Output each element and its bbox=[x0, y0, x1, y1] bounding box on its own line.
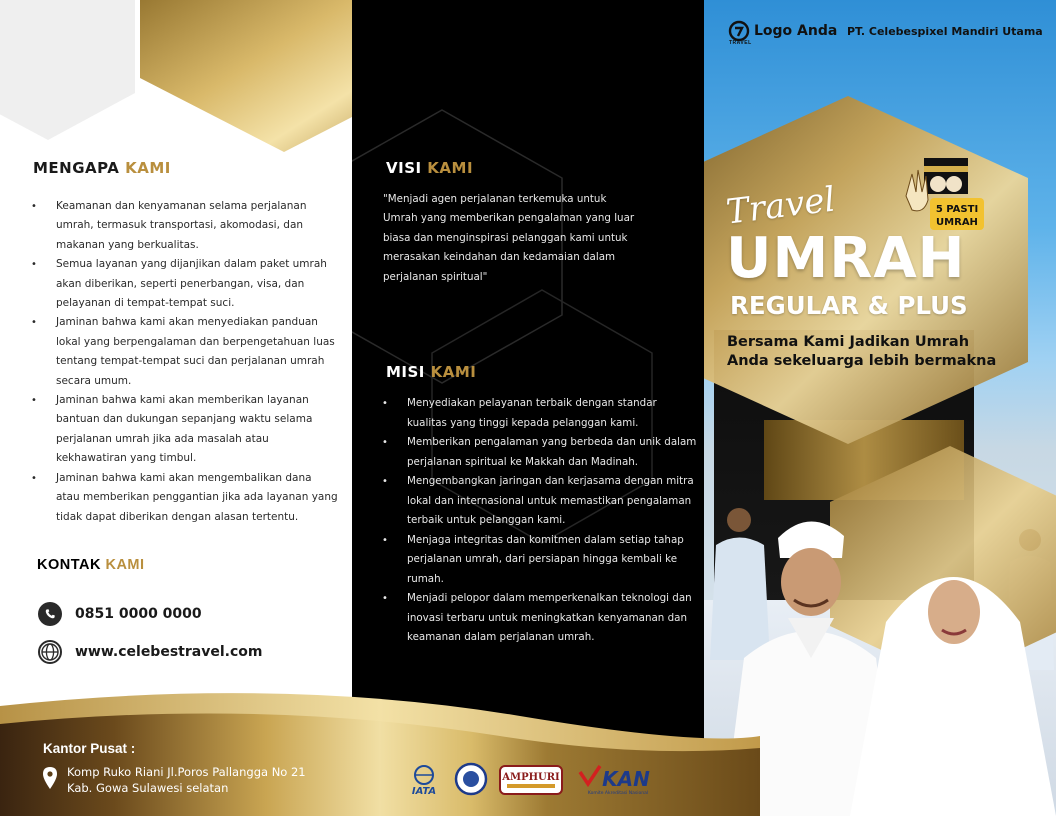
misi-kami-heading: MISI KAMI bbox=[386, 363, 477, 381]
location-pin-icon bbox=[43, 767, 57, 789]
list-item: • Semua layanan yang dijanjikan dalam paket umrah akan diberikan, seperti penerbangan, visa, dan pelayanan di tempat-tempat suci. bbox=[28, 255, 338, 313]
list-item: • Jaminan bahwa kami akan memberikan layanan bantuan dan dukungan sepanjang waktu selama perjalanan umrah jika ada masalah atau kekhawatiran yang timbul. bbox=[28, 391, 338, 469]
list-item: • Menjadi pelopor dalam memperkenalkan teknologi dan inovasi terbaru untuk meningkatkan kenyamanan dan keamanan dalam perjalanan umrah. bbox=[379, 589, 699, 648]
amphuri-text: AMPHURI bbox=[502, 772, 560, 783]
umrah-title: UMRAH bbox=[726, 226, 966, 291]
kan-logo bbox=[578, 764, 658, 796]
phone-contact[interactable] bbox=[38, 602, 202, 626]
logo-text: Logo Anda bbox=[754, 23, 838, 39]
mengapa-list bbox=[28, 197, 338, 527]
iata-text: IATA bbox=[411, 786, 437, 796]
mengapa-kami-heading: MENGAPA KAMI bbox=[33, 159, 171, 177]
travel-script-title: Travel bbox=[723, 179, 838, 233]
list-item: • Mengembangkan jaringan dan kerjasama dengan mitra lokal dan internasional untuk memastikan pengalaman terbaik untuk pelanggan kami. bbox=[379, 472, 699, 531]
phone-number: 0851 0000 0000 bbox=[75, 606, 202, 622]
badge-bottom-text: UMRAH bbox=[936, 217, 978, 228]
list-item: • Jaminan bahwa kami akan mengembalikan dana atau memberikan penggantian jika ada layanan yang tidak dapat diberikan dengan alasan tertentu. bbox=[28, 469, 338, 527]
tagline-line-1: Bersama Kami Jadikan Umrah bbox=[727, 334, 970, 350]
association-seal-logo bbox=[452, 762, 490, 796]
list-item: • Menjaga integritas dan komitmen dalam setiap tahap perjalanan umrah, dari persiapan hingga kembali ke rumah. bbox=[379, 531, 699, 590]
misi-list bbox=[379, 394, 699, 648]
badge-top-text: 5 PASTI bbox=[935, 204, 979, 215]
gold-hexagon-decoration bbox=[140, 0, 352, 152]
whatsapp-icon bbox=[38, 602, 62, 626]
kan-subtitle: Komite Akreditasi Nasional bbox=[587, 791, 649, 796]
travel-logo-icon bbox=[728, 20, 750, 42]
tagline-line-2: Anda sekeluarga lebih bermakna bbox=[727, 353, 997, 369]
list-item: • Jaminan bahwa kami akan menyediakan panduan lokal yang berpengalaman dan berpengetahuan luas tentang tempat-tempat suci dan perjalanan umrah secara umum. bbox=[28, 313, 338, 391]
address-line-2: Kab. Gowa Sulawesi selatan bbox=[67, 780, 229, 795]
kan-text: KAN bbox=[602, 767, 650, 791]
tagline bbox=[727, 333, 1027, 371]
company-name: PT. Celebespixel Mandiri Utama bbox=[847, 25, 1043, 38]
grey-hexagon-decoration bbox=[0, 0, 135, 140]
address-line-1: Komp Ruko Riani Jl.Poros Pallangga No 21 bbox=[67, 765, 306, 779]
kantor-pusat-label: Kantor Pusat : bbox=[43, 741, 136, 756]
office-address bbox=[67, 765, 306, 796]
list-item: • Memberikan pengalaman yang berbeda dan unik dalam perjalanan spiritual ke Makkah dan Madinah. bbox=[379, 433, 699, 472]
5-pasti-umrah-badge bbox=[904, 156, 986, 234]
logo-subtitle: TRAVEL bbox=[729, 40, 752, 46]
globe-icon bbox=[38, 640, 62, 664]
amphuri-logo bbox=[499, 765, 563, 795]
list-item: • Keamanan dan kenyamanan selama perjalanan umrah, termasuk transportasi, akomodasi, dan makanan yang berkualitas. bbox=[28, 197, 338, 255]
company-logo[interactable] bbox=[728, 20, 837, 42]
website-contact[interactable] bbox=[38, 640, 262, 664]
list-item: • Menyediakan pelayanan terbaik dengan standar kualitas yang tinggi kepada pelanggan kami. bbox=[379, 394, 699, 433]
iata-logo bbox=[402, 764, 446, 796]
visi-kami-heading: VISI KAMI bbox=[386, 159, 474, 177]
regular-plus-subtitle: REGULAR & PLUS bbox=[730, 291, 968, 320]
website-url: www.celebestravel.com bbox=[75, 644, 263, 660]
kontak-kami-heading: KONTAK KAMI bbox=[37, 557, 145, 573]
visi-statement: "Menjadi agen perjalanan terkemuka untuk Umrah yang memberikan pengalaman yang luar biasa dan menginspirasi pelanggan kami untuk merasakan keindahan dan kedamaian dalam perjalanan spiritual" bbox=[383, 193, 635, 283]
